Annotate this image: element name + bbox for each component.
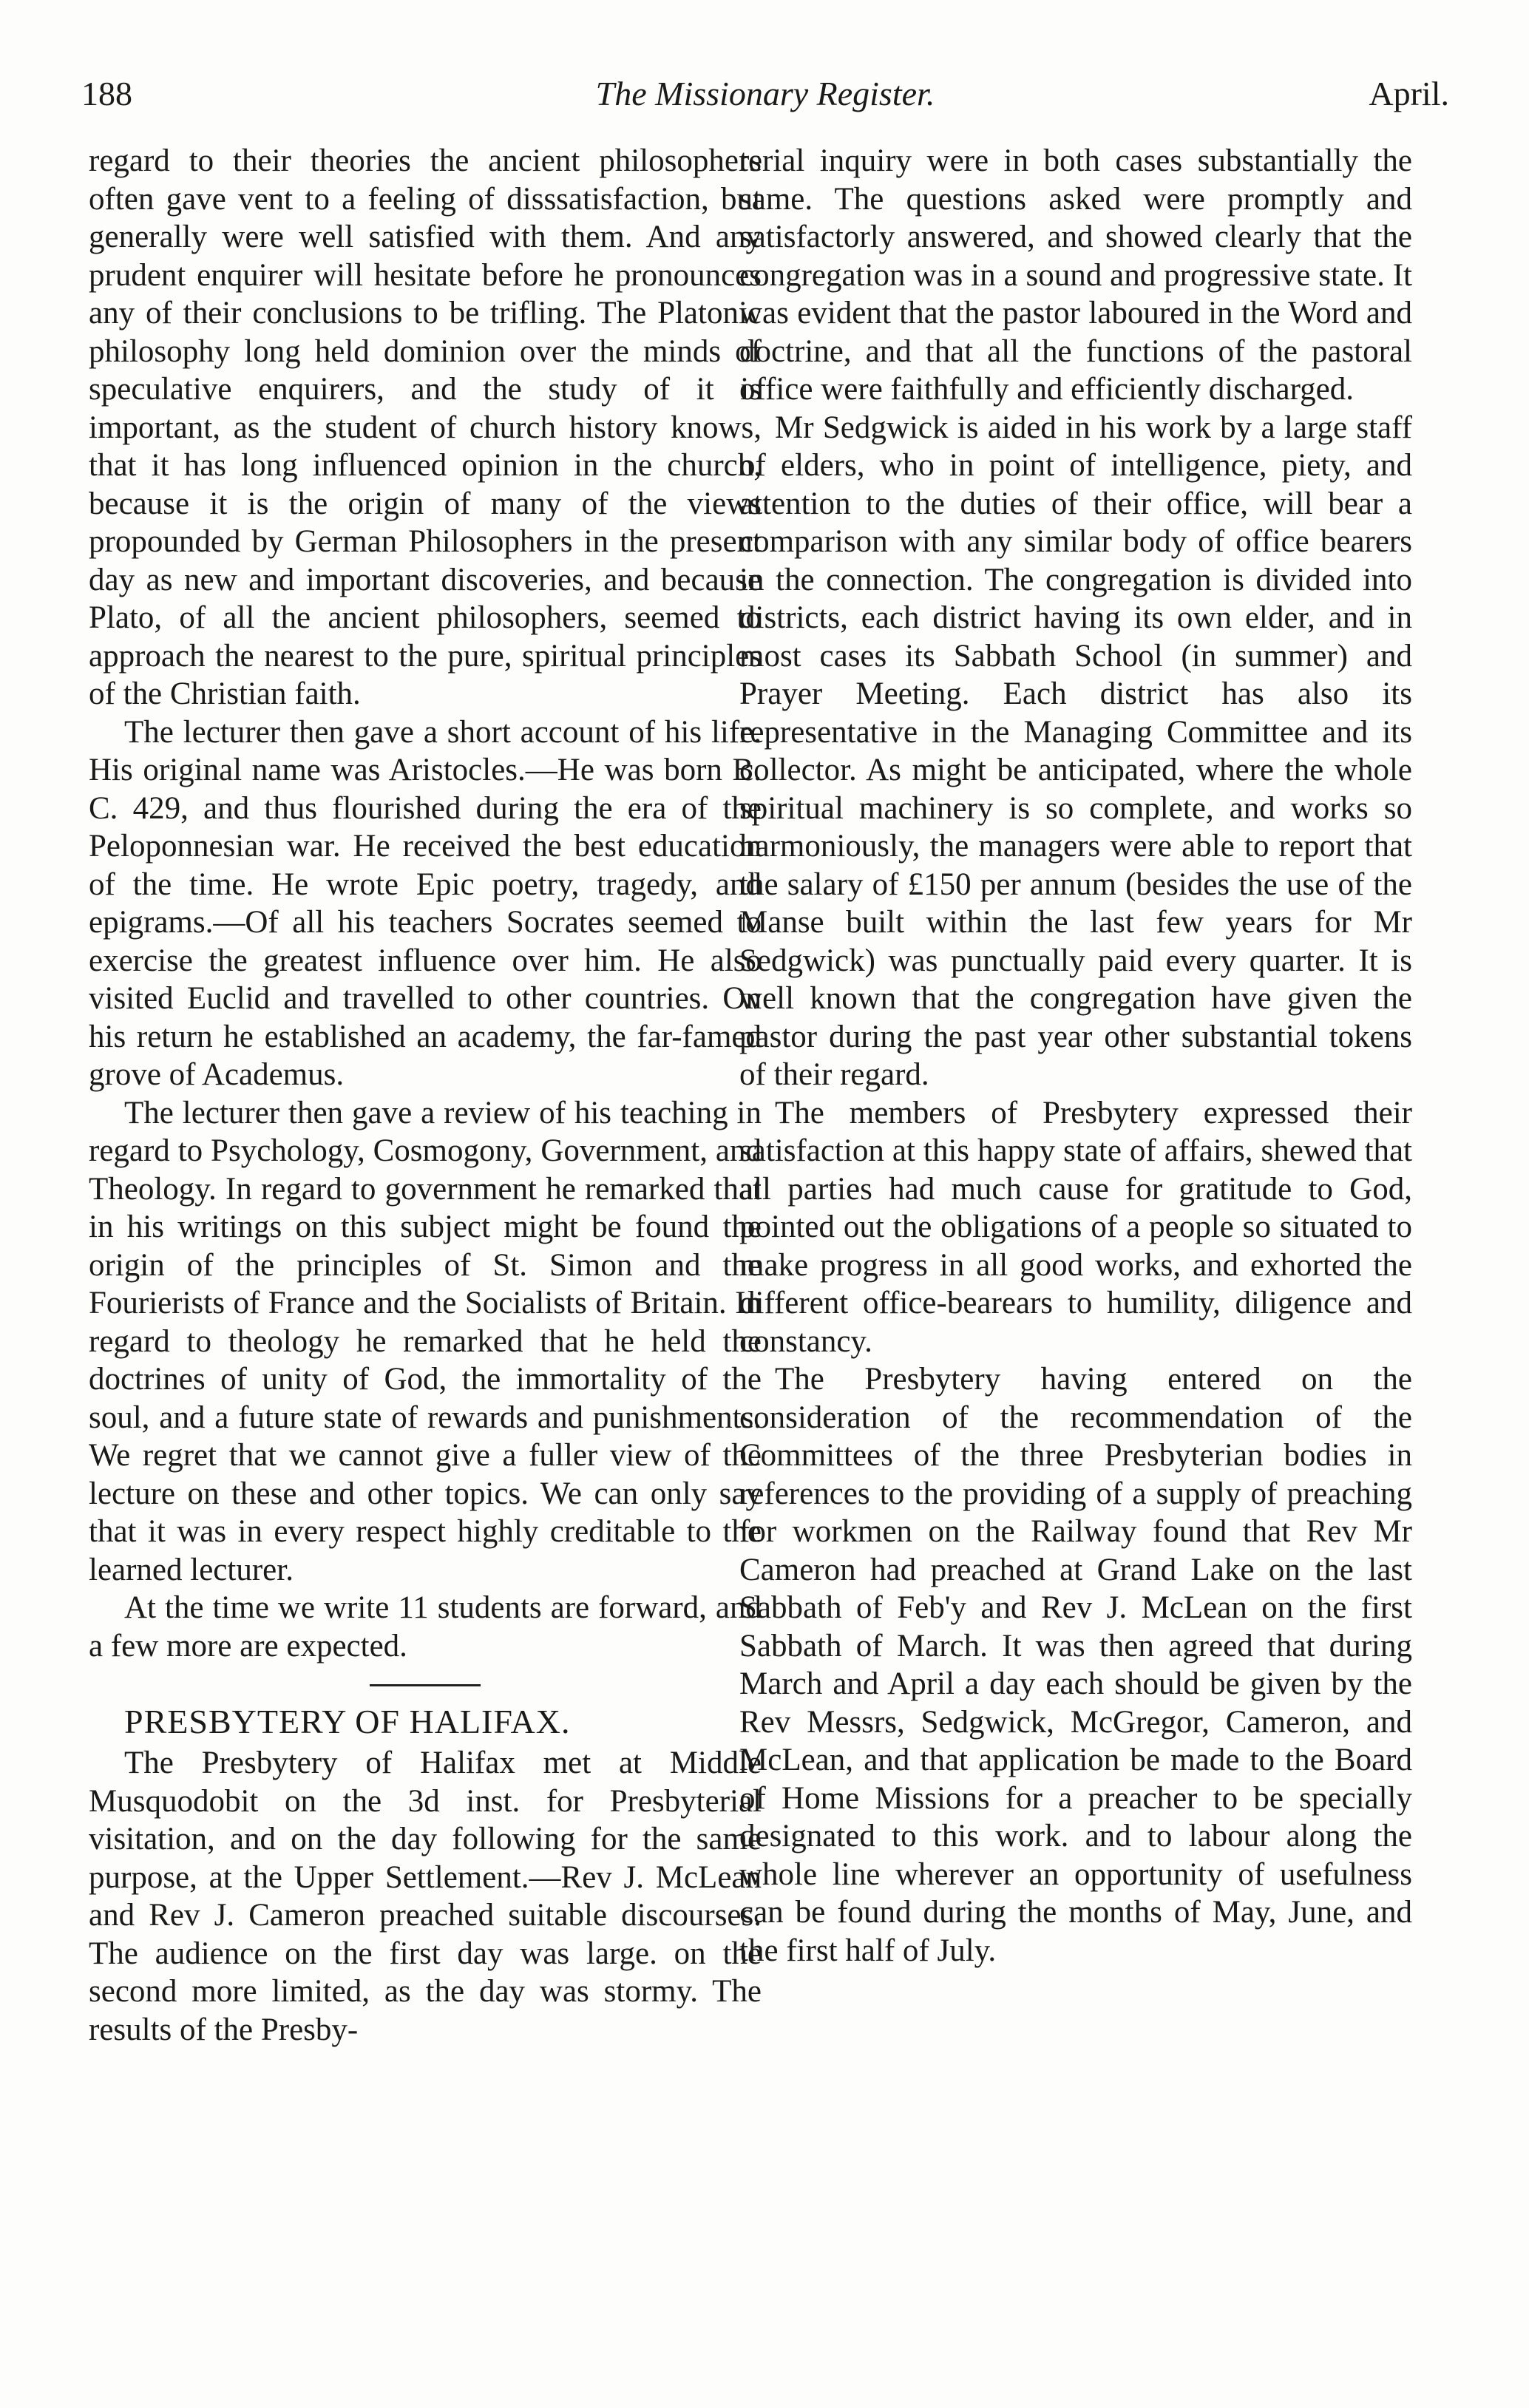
section-heading: PRESBYTERY OF HALIFAX. bbox=[124, 1703, 571, 1740]
paragraph: The Presbytery of Halifax met at Middle Musquodobit on the 3d inst. for Presbyterial visitation, and on the day following for the same purpose, at the Upper Settlement.—Rev J. McLean and Rev J. Cameron preached suitable discourses. The audience on the first day was large. on the second more limited, as the day was stormy. The results of the Presby- bbox=[89, 1746, 762, 2047]
paragraph: The members of Presbytery expressed their satisfaction at this happy state of affairs, shewed that all parties had much cause for gratitude to God, pointed out the obligations of a people so situated to make progress in all good works, and exhorted the different office-bearears to humility, diligence and constancy. bbox=[739, 1095, 1412, 1359]
left-column bbox=[89, 142, 762, 2049]
issue-month: April. bbox=[1369, 75, 1449, 112]
paragraph: Mr Sedgwick is aided in his work by a large staff of elders, who in point of intelligence, piety, and attention to the duties of their office, will bear a comparison with any similar body of office bearers in the connection. The congregation is divided into districts, each district having its own elder, and in most cases its Sabbath School (in summer) and Prayer Meeting. Each district has also its representative in the Managing Committee and its collector. As might be anticipated, where the whole spiritual machinery is so complete, and works so harmoniously, the managers were able to report that the salary of £150 per annum (besides the use of the Manse built within the last few years for Mr Sedgwick) was punctually paid every quarter. It is well known that the congregation have given the pastor during the past year other substantial tokens of their regard. bbox=[739, 410, 1412, 1092]
right-column bbox=[739, 142, 1412, 1970]
page-number: 188 bbox=[81, 75, 132, 112]
section-divider bbox=[370, 1684, 481, 1686]
paragraph: regard to their theories the ancient philosophers often gave vent to a feeling of disssatisfaction, but generally were well satisfied with them. And any prudent enquirer will hesitate before he pronounces any of their conclusions to be trifling. The Platonic philosophy long held dominion over the minds of speculative enquirers, and the study of it is important, as the student of church history knows, that it has long influenced opinion in the church, because it is the origin of many of the views propounded by German Philosophers in the present day as new and important discoveries, and because Plato, of all the ancient philosophers, seemed to approach the nearest to the pure, spiritual principles of the Christian faith. bbox=[89, 143, 762, 711]
paragraph: terial inquiry were in both cases substantially the same. The questions asked were promptly and satisfactorly answered, and showed clearly that the congregation was in a sound and progressive state. It was evident that the pastor laboured in the Word and doctrine, and that all the functions of the pastoral office were faithfully and efficiently discharged. bbox=[739, 143, 1412, 407]
paragraph: The lecturer then gave a review of his teaching in regard to Psychology, Cosmogony, Government, and Theology. In regard to government he remarked that in his writings on this subject might be found the origin of the principles of St. Simon and the Fourierists of France and the Socialists of Britain. In regard to theology he remarked that he held the doctrines of unity of God, the immortality of the soul, and a future state of rewards and punishments. We regret that we cannot give a fuller view of the lecture on these and other topics. We can only say that it was in every respect highly creditable to the learned lecturer. bbox=[89, 1095, 762, 1587]
running-title: The Missionary Register. bbox=[595, 75, 935, 112]
paragraph: The Presbytery having entered on the consideration of the recommendation of the Committees of the three Presbyterian bodies in references to the providing of a supply of preaching for workmen on the Railway found that Rev Mr Cameron had preached at Grand Lake on the last Sabbath of Feb'y and Rev J. McLean on the first Sabbath of March. It was then agreed that during March and April a day each should be given by the Rev Messrs, Sedgwick, McGregor, Cameron, and McLean, and that application be made to the Board of Home Missions for a preacher to be specially designated to this work. and to labour along the whole line wherever an opportunity of usefulness can be found during the months of May, June, and the first half of July. bbox=[739, 1362, 1412, 1968]
paragraph: At the time we write 11 students are forward, and a few more are expected. bbox=[89, 1590, 762, 1663]
paragraph: The lecturer then gave a short account of his life. His original name was Aristocles.—He was born B. C. 429, and thus flourished during the era of the Peloponnesian war. He received the best education of the time. He wrote Epic poetry, tragedy, and epigrams.—Of all his teachers Socrates seemed to exercise the greatest influence over him. He also visited Euclid and travelled to other countries. On his return he established an academy, the far-famed grove of Academus. bbox=[89, 714, 762, 1092]
running-header bbox=[81, 68, 1449, 120]
